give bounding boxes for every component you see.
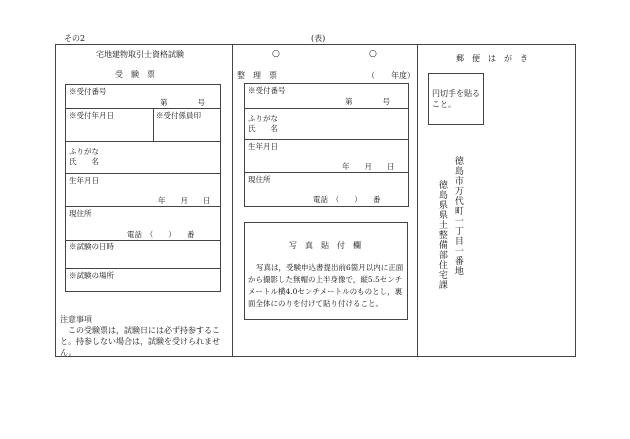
slip-address-label: 現住所 (248, 175, 271, 184)
ticket-receipt-date-label: ※受付年月日 (69, 111, 114, 120)
slip-birth-ymd: 年 月 日 (342, 162, 395, 171)
photo-title: 写 真 貼 付 欄 (289, 241, 361, 250)
row-divider (244, 139, 409, 140)
ticket-receipt-number-label: ※受付番号 (69, 87, 107, 96)
ticket-birth-label: 生年月日 (69, 176, 99, 185)
side-label: (表) (311, 34, 326, 43)
page-number: その2 (64, 34, 86, 43)
slip-furigana-label: ふりがな (248, 114, 278, 123)
row-divider (65, 206, 221, 207)
slip-phone-label: 電話 （ ） 番 (313, 195, 381, 204)
ticket-receipt-seal-label: ※受付係員印 (156, 111, 201, 120)
slip-title: 整 理 票 (237, 71, 277, 80)
slip-year: （ 年度） (367, 71, 415, 80)
ticket-exam-place-label: ※試験の場所 (69, 271, 114, 280)
divider-right (417, 44, 418, 357)
punch-hole-1: ○ (272, 49, 280, 59)
row-divider (65, 141, 221, 142)
ticket-number-unit: 第 号 (160, 98, 205, 107)
row-divider (65, 268, 221, 269)
ticket-phone-label: 電話 （ ） 番 (127, 230, 195, 239)
exam-ticket-title: 受 験 票 (115, 70, 155, 79)
postcard-title: 郵 便 は が き (456, 54, 528, 63)
addressee-name: 徳島県県土整備部住宅課 (436, 180, 447, 290)
exam-title: 宅地建物取引士資格試験 (96, 50, 184, 59)
stamp-instructions: 円切手を貼ること。 (432, 89, 480, 109)
slip-name-label: 氏 名 (248, 124, 278, 133)
ticket-birth-ymd: 年 月 日 (158, 196, 211, 205)
punch-hole-2: ○ (369, 49, 377, 59)
ticket-address-label: 現住所 (69, 209, 92, 218)
photo-instructions: 写真は，受験申込書提出前6箇月以内に正面から撮影した無帽の上半身像で，縦5.5センチメートル横4.0センチメートルのものとし，裏面全体にのりを付けて貼り付けること。 (248, 263, 404, 308)
slip-number-unit: 第 号 (345, 97, 390, 106)
slip-birth-label: 生年月日 (248, 142, 278, 151)
row-divider (65, 240, 221, 241)
addressee-address: 徳島市万代町一丁目一番地 (452, 156, 463, 276)
row-divider (65, 108, 221, 109)
notes-body: この受験票は，試験日には必ず持参すること。持参しない場合は，試験を受けられません。 (60, 326, 220, 357)
slip-receipt-number-label: ※受付番号 (248, 86, 286, 95)
cell-divider (153, 108, 154, 141)
ticket-exam-date-label: ※試験の日時 (69, 242, 114, 251)
ticket-name-label: 氏 名 (69, 157, 99, 166)
divider-left (232, 44, 233, 357)
ticket-furigana-label: ふりがな (69, 147, 99, 156)
row-divider (244, 108, 409, 109)
row-divider (244, 172, 409, 173)
notes-title: 注意事項 (60, 315, 92, 324)
row-divider (65, 173, 221, 174)
